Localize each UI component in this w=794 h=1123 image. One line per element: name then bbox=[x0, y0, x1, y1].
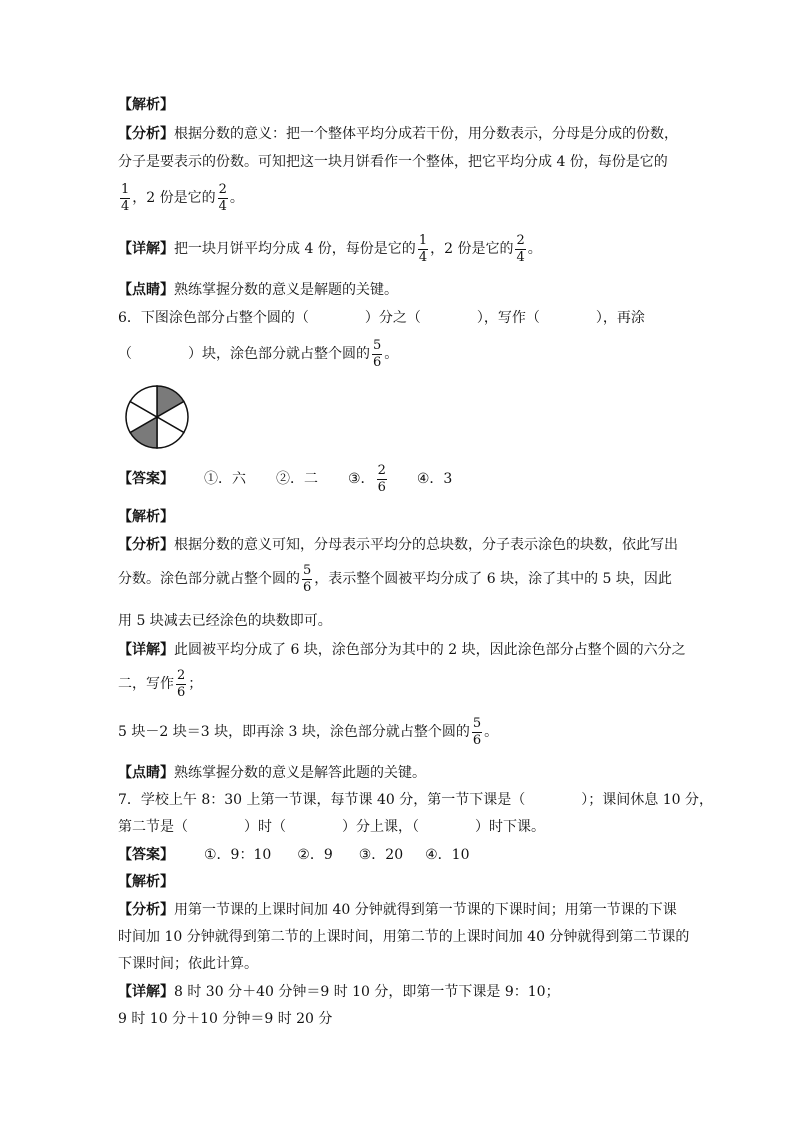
fraction bbox=[176, 669, 186, 700]
question-7-line bbox=[118, 791, 713, 809]
fraction bbox=[472, 717, 482, 748]
fraction bbox=[418, 234, 428, 265]
text: 。 bbox=[527, 241, 542, 257]
detail-tag: 【详解】 bbox=[118, 241, 174, 257]
answer-tag: 【答案】 bbox=[118, 471, 174, 487]
text: 第二节是（ bbox=[118, 819, 188, 835]
tip-line bbox=[118, 281, 398, 299]
text: 。 bbox=[229, 190, 244, 206]
fraction bbox=[302, 564, 312, 595]
numerator: 1 bbox=[121, 181, 130, 197]
fraction bbox=[120, 183, 130, 214]
detail-line bbox=[118, 716, 498, 748]
analysis-text-line bbox=[118, 901, 677, 919]
tip-tag: 【点睛】 bbox=[118, 765, 174, 781]
tip-tag: 【点睛】 bbox=[118, 282, 174, 298]
text: 7．学校上午 8：30 上第一节课，每节课 40 分，第一节下课是（ bbox=[118, 792, 526, 808]
answer-4: ④．10 bbox=[425, 847, 470, 863]
text: ）时下课。 bbox=[475, 819, 545, 835]
text: 6．下图涂色部分占整个圆的（ bbox=[118, 310, 309, 326]
analysis-text-line: 分子是要表示的份数。可知把这一块月饼看作一个整体，把它平均分成 4 份，每份是它的 bbox=[118, 154, 668, 170]
text: ）块，涂色部分就占整个圆的 bbox=[188, 346, 370, 362]
denominator: 6 bbox=[472, 732, 482, 748]
numerator: 2 bbox=[218, 181, 227, 197]
text: ），写作（ bbox=[476, 310, 540, 326]
analysis-text-line bbox=[118, 563, 672, 595]
answer-1: ①．9：10 bbox=[204, 847, 272, 863]
detail-line bbox=[118, 233, 542, 265]
detail-line: 9 时 10 分＋10 分钟＝9 时 20 分 bbox=[118, 1011, 333, 1027]
text: ，2 份是它的 bbox=[132, 190, 216, 206]
detail-line bbox=[118, 668, 202, 700]
question-6-line: （ ）块，涂色部分就占整个圆的 $\frac{5}{6}$ 。 bbox=[118, 337, 399, 370]
analysis-text-line: 时间加 10 分钟就得到第二节的上课时间，用第二节的上课时间加 40 分钟就得到第二节课的 bbox=[118, 929, 690, 945]
text: 分数。涂色部分就占整个圆的 bbox=[118, 571, 300, 587]
fraction bbox=[218, 183, 228, 214]
denominator: 6 bbox=[373, 354, 382, 370]
text: ）分上课，（ bbox=[342, 819, 419, 835]
tip-text: 熟练掌握分数的意义是解答此题的关键。 bbox=[174, 765, 426, 781]
denominator: 6 bbox=[303, 579, 312, 595]
detail-line bbox=[118, 641, 686, 659]
text: ），再涂 bbox=[595, 310, 645, 326]
answer-3: ③．20 bbox=[358, 847, 404, 863]
text: ）时（ bbox=[244, 819, 286, 835]
answer-tag: 【答案】 bbox=[118, 847, 174, 863]
denominator: 6 bbox=[377, 479, 386, 495]
tip-text: 熟练掌握分数的意义是解题的关键。 bbox=[174, 282, 398, 298]
denominator: 4 bbox=[418, 249, 428, 265]
text: ）分之（ bbox=[364, 310, 421, 326]
fraction bbox=[377, 464, 387, 495]
analysis-heading: 【解析】 bbox=[118, 509, 174, 525]
detail-text: 8 时 30 分＋40 分钟＝9 时 10 分，即第一节下课是 9：10； bbox=[174, 984, 560, 1000]
denominator: 4 bbox=[218, 198, 227, 214]
analysis-heading: 【解析】 bbox=[118, 97, 174, 113]
detail-tag: 【详解】 bbox=[118, 984, 174, 1000]
text: ； bbox=[188, 676, 203, 692]
fraction bbox=[372, 339, 382, 370]
analysis-text: 根据分数的意义：把一个整体平均分成若干份，用分数表示，分母是分成的份数， bbox=[174, 126, 678, 142]
text: ，2 份是它的 bbox=[430, 241, 514, 257]
numerator: 2 bbox=[516, 232, 525, 248]
analysis-text: 用第一节课的上课时间加 40 分钟就得到第一节课的下课时间；用第一节课的下课 bbox=[174, 902, 677, 918]
analysis-tag: 【分析】 bbox=[118, 902, 174, 918]
numerator: 2 bbox=[377, 462, 386, 478]
answer-4: ④．3 bbox=[416, 471, 453, 487]
numerator: 2 bbox=[177, 667, 186, 683]
fraction bbox=[515, 234, 525, 265]
text: （ bbox=[118, 346, 132, 362]
question-7-line bbox=[118, 818, 545, 836]
detail-text: 此圆被平均分成了 6 块，涂色部分为其中的 2 块，因此涂色部分占整个圆的六分之 bbox=[174, 642, 686, 658]
answer-2: ②．9 bbox=[297, 847, 333, 863]
numerator: 5 bbox=[303, 562, 312, 578]
answer-line bbox=[118, 846, 470, 864]
analysis-tag: 【分析】 bbox=[118, 537, 174, 553]
analysis-heading: 【解析】 bbox=[118, 874, 174, 890]
analysis-text-line bbox=[118, 536, 678, 554]
denominator: 4 bbox=[121, 198, 130, 214]
answer-3: ③． bbox=[348, 471, 375, 487]
text: ，表示整个圆被平均分成了 6 块，涂了其中的 5 块，因此 bbox=[314, 571, 672, 587]
question-6-line bbox=[118, 309, 645, 327]
text: 5 块－2 块＝3 块，即再涂 3 块，涂色部分就占整个圆的 bbox=[118, 724, 470, 740]
analysis-text: 根据分数的意义可知，分母表示平均分的总块数，分子表示涂色的块数，依此写出 bbox=[174, 537, 678, 553]
analysis-text-line: 下课时间；依此计算。 bbox=[118, 956, 258, 972]
tip-line bbox=[118, 764, 426, 782]
detail-line bbox=[118, 983, 560, 1001]
denominator: 6 bbox=[177, 684, 186, 700]
text: 把一块月饼平均分成 4 份，每份是它的 bbox=[174, 241, 416, 257]
text: 。 bbox=[484, 724, 499, 740]
analysis-fraction-line bbox=[118, 182, 244, 214]
text: 二，写作 bbox=[118, 676, 174, 692]
pie-figure bbox=[124, 384, 190, 450]
denominator: 4 bbox=[516, 249, 525, 265]
answer-1: ①．六 bbox=[204, 471, 246, 487]
analysis-text-line bbox=[118, 125, 678, 143]
numerator: 5 bbox=[472, 715, 482, 731]
analysis-tag: 【分析】 bbox=[118, 126, 174, 142]
text: ）；课间休息 10 分， bbox=[581, 792, 713, 808]
detail-tag: 【详解】 bbox=[118, 642, 174, 658]
analysis-text-line: 用 5 块减去已经涂色的块数即可。 bbox=[118, 613, 332, 629]
numerator: 5 bbox=[373, 337, 382, 353]
answer-2: ②．二 bbox=[276, 471, 318, 487]
numerator: 1 bbox=[418, 232, 428, 248]
answer-line bbox=[118, 463, 452, 495]
